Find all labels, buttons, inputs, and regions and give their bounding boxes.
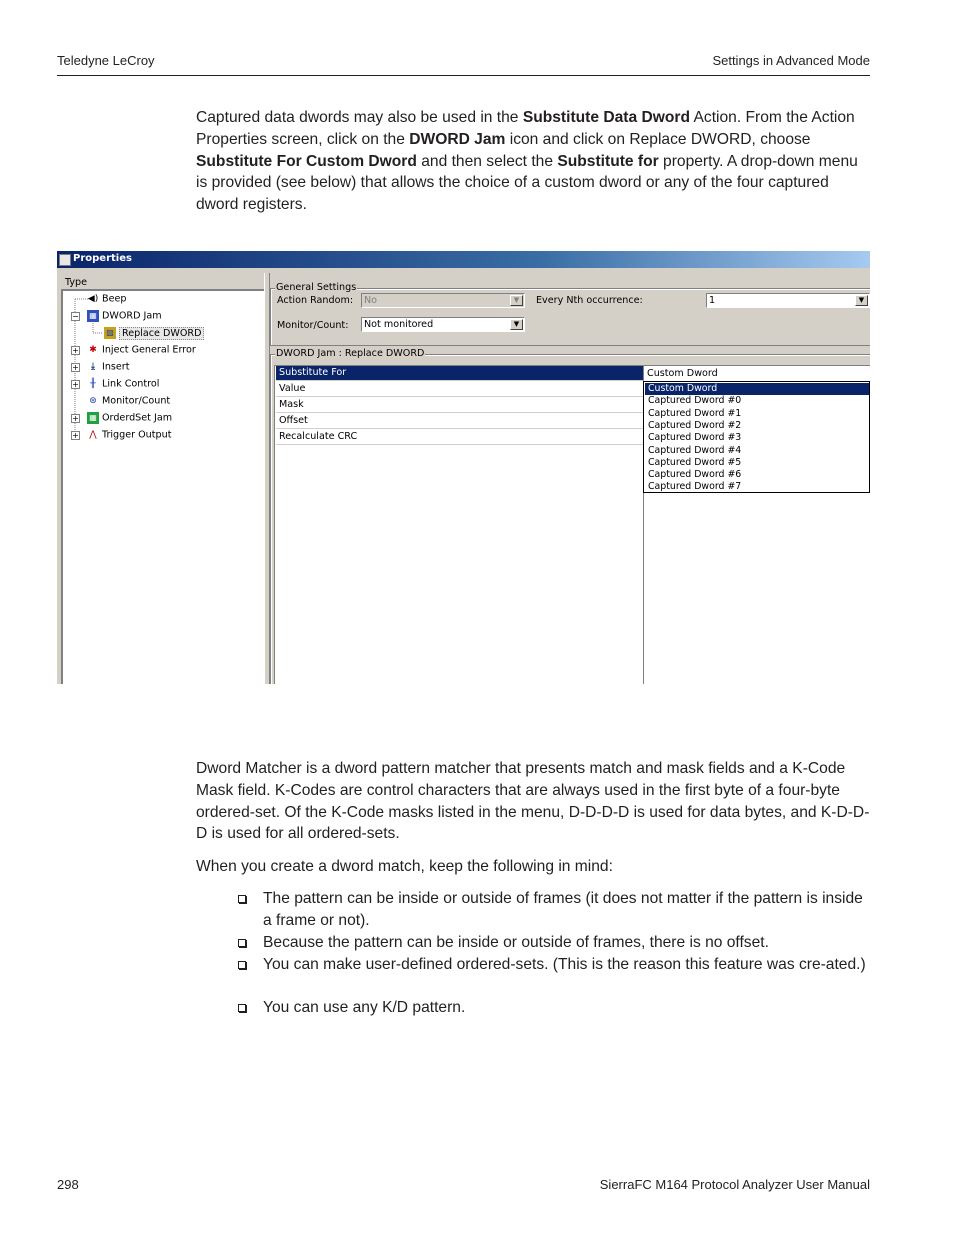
dropdown-option-captured-7[interactable] (645, 481, 869, 493)
tree-item-label: Insert (102, 361, 130, 373)
intro-paragraph (196, 107, 872, 216)
chevron-down-icon[interactable]: ▼ (510, 295, 523, 306)
dropdown-option-label: Captured Dword #0 (648, 395, 742, 407)
insert-icon: ⤓ (91, 362, 95, 372)
speaker-icon: ◀) (87, 294, 99, 304)
properties-window (57, 251, 870, 684)
every-nth-value: 1 (709, 295, 716, 306)
dropdown-option-captured-1[interactable] (645, 408, 869, 420)
intro-text-2: Action. From the Action Properties screen, click on the (196, 109, 855, 148)
dropdown-option-label: Custom Dword (648, 383, 718, 394)
orderedset-jam-icon: ▦ (87, 412, 99, 424)
dropdown-option-captured-2[interactable] (645, 420, 869, 432)
expand-insert[interactable]: + (72, 363, 79, 372)
action-random-select[interactable] (361, 293, 525, 308)
dropdown-option-captured-5[interactable] (645, 457, 869, 469)
window-icon (59, 254, 71, 266)
tree-item-insert[interactable] (87, 361, 130, 375)
link-control-icon: ╫ (90, 379, 96, 389)
property-name: Substitute For (279, 367, 347, 378)
substitute-for-value[interactable]: Custom Dword (647, 368, 718, 379)
properties-titlebar[interactable] (57, 251, 870, 268)
tree-item-inject-error[interactable] (87, 344, 196, 358)
general-settings-title: General Settings (276, 282, 357, 293)
intro-bold-1: Substitute Data Dword (522, 109, 691, 126)
expand-inject-error[interactable]: + (72, 346, 79, 355)
property-name: Offset (279, 415, 308, 426)
header-left: Teledyne LeCroy (57, 53, 155, 68)
window-title: Properties (73, 253, 132, 264)
tree-item-label: Replace DWORD (119, 327, 204, 340)
property-row-value[interactable] (276, 382, 643, 397)
expand-link-control[interactable]: + (72, 380, 79, 389)
dropdown-option-label: Captured Dword #2 (648, 419, 742, 431)
chevron-down-icon[interactable]: ▼ (855, 295, 868, 306)
type-tree[interactable] (61, 289, 265, 684)
dropdown-option-label: Captured Dword #7 (648, 481, 742, 493)
property-row-recalculate-crc[interactable] (276, 430, 643, 445)
property-name: Mask (279, 399, 304, 410)
monitor-count-label: Monitor/Count: (277, 320, 349, 331)
tree-item-monitor-count[interactable] (87, 395, 170, 409)
tree-item-link-control[interactable] (87, 378, 159, 392)
dword-jam-group-title: DWORD Jam : Replace DWORD (276, 348, 425, 359)
bullet-item-1: The pattern can be inside or outside of frames (it does not matter if the pattern is inside a frame or not). (263, 890, 863, 929)
action-random-value: No (364, 295, 378, 306)
tree-item-label: Trigger Output (102, 429, 172, 441)
property-row-offset[interactable] (276, 414, 643, 429)
bullet-icon (238, 961, 246, 969)
substitute-for-dropdown[interactable] (643, 381, 870, 493)
tree-item-label: DWORD Jam (102, 310, 162, 322)
page-number: 298 (57, 1177, 79, 1192)
tree-item-replace-dword[interactable] (104, 327, 204, 341)
bullet-item-2: Because the pattern can be inside or outside of frames, there is no offset. (263, 934, 769, 951)
bullet-item-3: You can make user-defined ordered-sets. (This is the reason this feature was cre-ated.) (263, 956, 866, 973)
property-name: Value (279, 383, 306, 394)
dropdown-option-custom-dword[interactable] (645, 383, 869, 395)
tree-item-label: OrderdSet Jam (102, 412, 173, 424)
tree-item-label: Link Control (102, 378, 160, 390)
tree-item-trigger-output[interactable] (87, 429, 171, 443)
intro-bold-4: Substitute for (557, 152, 659, 170)
dropdown-option-captured-6[interactable] (645, 469, 869, 481)
dropdown-option-label: Captured Dword #6 (648, 469, 742, 481)
intro-bold-2: DWORD Jam (409, 130, 506, 148)
dropdown-option-captured-0[interactable] (645, 395, 869, 407)
tree-item-label: Monitor/Count (102, 395, 171, 407)
type-label: Type (65, 277, 88, 288)
monitor-count-value: Not monitored (364, 319, 434, 330)
dropdown-option-label: Captured Dword #5 (648, 456, 742, 468)
tree-item-orderedset-jam[interactable] (87, 412, 172, 426)
error-icon: ✱ (89, 345, 97, 355)
expand-trigger-output[interactable]: + (72, 431, 79, 440)
dword-jam-icon: ▦ (87, 310, 99, 322)
property-grid (274, 365, 644, 684)
every-nth-select[interactable] (706, 293, 870, 308)
intro-bold-3: Substitute For Custom Dword (196, 152, 417, 170)
expand-orderedset-jam[interactable]: + (72, 414, 79, 423)
property-row-mask[interactable] (276, 398, 643, 413)
header-right: Settings in Advanced Mode (712, 53, 870, 68)
bullet-icon (238, 939, 246, 947)
intro-text-4: and then select the (416, 152, 558, 170)
intro-text-1: Captured data dwords may also be used in the (196, 109, 523, 126)
intro-text-5: property. A drop-down menu is provided (see below) that allows the choice of a custom dword or any of the four captured dword registers. (196, 152, 858, 214)
header-rule (57, 75, 870, 76)
keep-in-mind-text: When you create a dword match, keep the following in mind: (196, 858, 613, 875)
property-row-substitute-for[interactable] (276, 366, 643, 381)
action-random-label: Action Random: (277, 295, 354, 306)
collapse-dword-jam[interactable]: − (72, 312, 79, 321)
monitor-count-icon: ⊛ (89, 396, 97, 406)
trigger-output-icon: ⋀ (89, 430, 97, 440)
dropdown-option-label: Captured Dword #3 (648, 432, 742, 444)
every-nth-label: Every Nth occurrence: (536, 295, 643, 306)
property-name: Recalculate CRC (279, 431, 358, 442)
dropdown-option-captured-4[interactable] (645, 445, 869, 457)
bullet-item-4: You can use any K/D pattern. (263, 999, 466, 1016)
replace-dword-icon: ▨ (104, 327, 116, 339)
tree-item-label: Inject General Error (102, 344, 196, 356)
dropdown-option-captured-3[interactable] (645, 432, 869, 444)
chevron-down-icon[interactable]: ▼ (510, 319, 523, 330)
tree-item-label: Beep (102, 293, 127, 305)
bullet-icon (238, 895, 246, 903)
tree-item-dword-jam[interactable] (87, 310, 162, 324)
intro-text-3: icon and click on Replace DWORD, choose (505, 130, 811, 148)
monitor-count-select[interactable] (361, 317, 525, 332)
tree-item-beep[interactable] (87, 293, 126, 307)
dropdown-option-label: Captured Dword #1 (648, 407, 742, 419)
dropdown-option-label: Captured Dword #4 (648, 444, 742, 456)
bullet-icon (238, 1004, 246, 1012)
dword-matcher-paragraph: Dword Matcher is a dword pattern matcher that presents match and mask fields and a K-Code Mask field. K-Codes are control characters that are always used in the first byte of a four-byte ordered-set. Of the K-Code masks listed in the menu, D-D-D-D is used for data bytes, and K-D-D-D is used for all ordered-sets. (196, 760, 870, 843)
manual-title: SierraFC M164 Protocol Analyzer User Manual (599, 1177, 870, 1192)
